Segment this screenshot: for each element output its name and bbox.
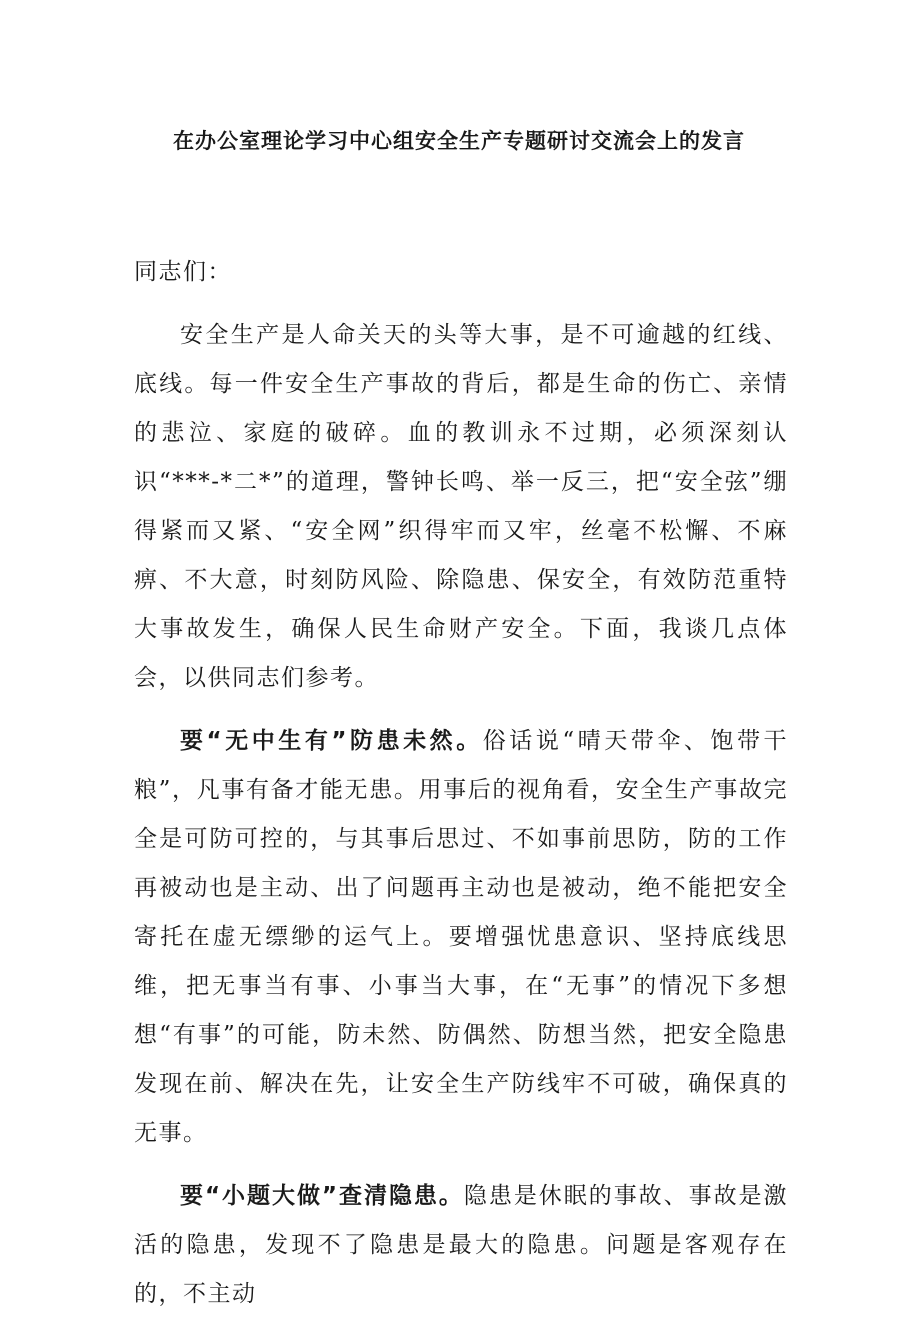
paragraph-text: 安全生产是人命关天的头等大事，是不可逾越的红线、底线。每一件安全生产事故的背后，都是生命的伤亡、亲情的悲泣、家庭的破碎。血的教训永不过期，必须深刻认识“***-*二*”的道理，警钟长鸣、举一反三，把“安全弦”绷得紧而又紧、“安全网”织得牢而又牢，丝毫不松懈、不麻痹、不大意，时刻防风险、除隐患、保安全，有效防范重特大事故发生，确保人民生命财产安全。下面，我谈几点体会，以供同志们参考。 <box>134 322 788 691</box>
paragraph-hazard-check <box>134 1172 788 1319</box>
paragraph-lead-heading: 要“无中生有”防患未然。 <box>180 728 483 754</box>
paragraph-text: 俗话说“晴天带伞、饱带干粮”，凡事有备才能无患。用事后的视角看，安全生产事故完全是可防可控的，与其事后思过、不如事前思防，防的工作再被动也是主动、出了问题再主动也是被动，绝不能把安全寄托在虚无缥缈的运气上。要增强忧患意识、坚持底线思维，把无事当有事、小事当大事，在“无事”的情况下多想想“有事”的可能，防未然、防偶然、防想当然，把安全隐患发现在前、解决在先，让安全生产防线牢不可破，确保真的无事。 <box>134 728 789 1146</box>
salutation: 同志们： <box>134 259 232 285</box>
paragraph-intro <box>134 311 788 703</box>
paragraph-text: 隐患是休眠的事故、事故是激活的隐患，发现不了隐患是最大的隐患。问题是客观存在的，不主动 <box>134 1183 789 1307</box>
paragraph-prevention <box>134 717 788 1158</box>
document-body <box>134 248 788 1333</box>
document-title: 在办公室理论学习中心组安全生产专题研讨交流会上的发言 <box>173 129 745 153</box>
paragraph-lead-heading: 要“小题大做”查清隐患。 <box>180 1183 464 1209</box>
